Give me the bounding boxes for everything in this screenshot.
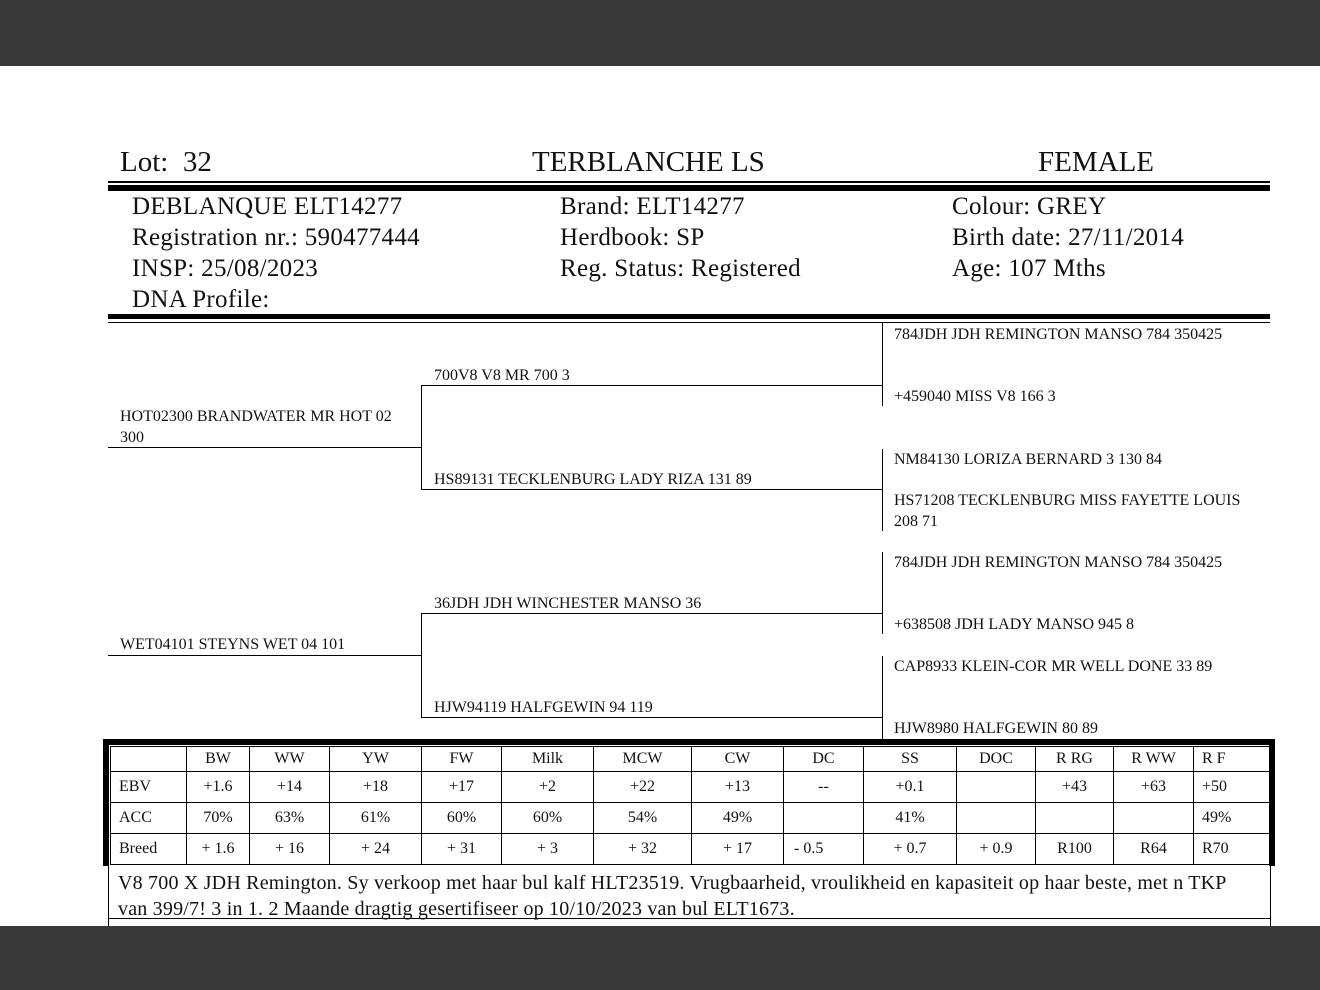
great-grandparent: HS71208 TECKLENBURG MISS FAYETTE LOUIS 208 71 bbox=[894, 492, 1241, 530]
table-cell: 54% bbox=[594, 803, 692, 834]
table-cell: +63 bbox=[1114, 772, 1194, 803]
table-cell bbox=[957, 803, 1036, 834]
lot-label bbox=[120, 146, 212, 179]
viewer-bottom-bar bbox=[0, 926, 1320, 990]
row-label: Breed bbox=[111, 834, 187, 865]
table-cell: + 32 bbox=[594, 834, 692, 865]
table-cell bbox=[1036, 803, 1114, 834]
comment-border-right bbox=[1270, 866, 1271, 926]
viewer-top-bar bbox=[0, 0, 1320, 66]
great-grandparent: 784JDH JDH REMINGTON MANSO 784 350425 bbox=[894, 554, 1223, 571]
breed-row bbox=[111, 834, 1271, 865]
row-label: ACC bbox=[111, 803, 187, 834]
row-label: EBV bbox=[111, 772, 187, 803]
great-grandparent: 784JDH JDH REMINGTON MANSO 784 350425 bbox=[894, 326, 1223, 343]
header-rule-thick bbox=[108, 185, 1270, 191]
column-header: SS bbox=[864, 747, 957, 772]
dna-profile: DNA Profile: bbox=[132, 286, 270, 313]
table-cell: +0.1 bbox=[864, 772, 957, 803]
lot-label-text: Lot: bbox=[120, 146, 169, 178]
pedigree-line bbox=[108, 655, 421, 656]
ebv-frame-left bbox=[103, 739, 109, 866]
table-cell: + 16 bbox=[250, 834, 330, 865]
seller-name: TERBLANCHE LS bbox=[532, 146, 765, 178]
dam-dam: HJW94119 HALFGEWIN 94 119 bbox=[434, 699, 653, 716]
table-cell: + 3 bbox=[502, 834, 594, 865]
pedigree-line bbox=[882, 323, 883, 406]
header-rule-thin bbox=[108, 181, 1270, 183]
pedigree-line bbox=[421, 385, 422, 490]
sire-dam: HS89131 TECKLENBURG LADY RIZA 131 89 bbox=[434, 471, 752, 488]
column-header: BW bbox=[187, 747, 250, 772]
great-grandparent: CAP8933 KLEIN-COR MR WELL DONE 33 89 bbox=[894, 658, 1213, 675]
table-cell: 49% bbox=[692, 803, 784, 834]
sex-label: FEMALE bbox=[1038, 146, 1154, 178]
ebv-frame-top bbox=[103, 739, 1275, 745]
column-header: R F bbox=[1194, 747, 1271, 772]
sire-sire: 700V8 V8 MR 700 3 bbox=[434, 367, 570, 384]
table-cell bbox=[1114, 803, 1194, 834]
table-cell: +1.6 bbox=[187, 772, 250, 803]
table-cell: + 31 bbox=[422, 834, 502, 865]
table-cell: +17 bbox=[422, 772, 502, 803]
great-grandparent: HJW8980 HALFGEWIN 80 89 bbox=[894, 720, 1098, 737]
column-header: R RG bbox=[1036, 747, 1114, 772]
comment-border-left bbox=[108, 866, 109, 926]
table-cell: + 0.7 bbox=[864, 834, 957, 865]
herdbook: Herdbook: SP bbox=[560, 224, 705, 251]
table-cell: 70% bbox=[187, 803, 250, 834]
column-header: YW bbox=[330, 747, 422, 772]
dam-sire: 36JDH JDH WINCHESTER MANSO 36 bbox=[434, 595, 702, 612]
reg-status: Reg. Status: Registered bbox=[560, 255, 801, 282]
birth-date: Birth date: 27/11/2014 bbox=[952, 224, 1185, 251]
column-header: FW bbox=[422, 747, 502, 772]
ebv-table bbox=[110, 746, 1271, 865]
column-header: Milk bbox=[502, 747, 594, 772]
column-header: R WW bbox=[1114, 747, 1194, 772]
table-cell: 60% bbox=[502, 803, 594, 834]
ebv-header-row bbox=[111, 747, 1271, 772]
age: Age: 107 Mths bbox=[952, 255, 1106, 282]
table-cell: 63% bbox=[250, 803, 330, 834]
pedigree-line bbox=[882, 552, 883, 634]
table-cell bbox=[784, 803, 864, 834]
table-cell: R64 bbox=[1114, 834, 1194, 865]
table-cell: +18 bbox=[330, 772, 422, 803]
acc-row bbox=[111, 803, 1271, 834]
info-rule-thin bbox=[108, 322, 1270, 323]
registration-number: Registration nr.: 590477444 bbox=[132, 224, 420, 251]
table-cell bbox=[957, 772, 1036, 803]
pedigree-line bbox=[882, 656, 883, 740]
dam: WET04101 STEYNS WET 04 101 bbox=[120, 636, 346, 653]
column-header: MCW bbox=[594, 747, 692, 772]
great-grandparent: NM84130 LORIZA BERNARD 3 130 84 bbox=[894, 451, 1163, 468]
table-cell: R70 bbox=[1194, 834, 1271, 865]
column-header bbox=[111, 747, 187, 772]
pedigree-line bbox=[882, 449, 883, 531]
table-cell: -- bbox=[784, 772, 864, 803]
sire: HOT02300 BRANDWATER MR HOT 02 300 bbox=[120, 408, 392, 446]
column-header: CW bbox=[692, 747, 784, 772]
table-cell: +22 bbox=[594, 772, 692, 803]
table-cell: 49% bbox=[1194, 803, 1271, 834]
colour: Colour: GREY bbox=[952, 193, 1107, 220]
ebv-row bbox=[111, 772, 1271, 803]
great-grandparent: +459040 MISS V8 166 3 bbox=[894, 388, 1056, 405]
table-cell: R100 bbox=[1036, 834, 1114, 865]
table-cell: + 0.9 bbox=[957, 834, 1036, 865]
info-rule-thick bbox=[108, 314, 1270, 319]
lot-number: 32 bbox=[182, 146, 212, 178]
table-cell: + 1.6 bbox=[187, 834, 250, 865]
table-cell: +14 bbox=[250, 772, 330, 803]
animal-name: DEBLANQUE ELT14277 bbox=[132, 193, 403, 220]
table-cell: +13 bbox=[692, 772, 784, 803]
table-cell: + 24 bbox=[330, 834, 422, 865]
table-cell: - 0.5 bbox=[784, 834, 864, 865]
column-header: WW bbox=[250, 747, 330, 772]
column-header: DOC bbox=[957, 747, 1036, 772]
insp-date: INSP: 25/08/2023 bbox=[132, 255, 319, 282]
table-cell: 60% bbox=[422, 803, 502, 834]
table-cell: + 17 bbox=[692, 834, 784, 865]
table-cell: 61% bbox=[330, 803, 422, 834]
table-cell: +2 bbox=[502, 772, 594, 803]
pedigree-line bbox=[421, 613, 422, 718]
column-header: DC bbox=[784, 747, 864, 772]
comment-text: V8 700 X JDH Remington. Sy verkoop met haar bul kalf HLT23519. Vrugbaarheid, vroulikheid en kapasiteit op haar beste, met n TKP van 399/7! 3 in 1. 2 Maande dragtig gesertifiseer op 10/10/2023 van bul ELT1673. bbox=[118, 872, 1226, 920]
brand: Brand: ELT14277 bbox=[560, 193, 745, 220]
table-cell: 41% bbox=[864, 803, 957, 834]
table-cell: +43 bbox=[1036, 772, 1114, 803]
table-cell: +50 bbox=[1194, 772, 1271, 803]
great-grandparent: +638508 JDH LADY MANSO 945 8 bbox=[894, 616, 1134, 633]
